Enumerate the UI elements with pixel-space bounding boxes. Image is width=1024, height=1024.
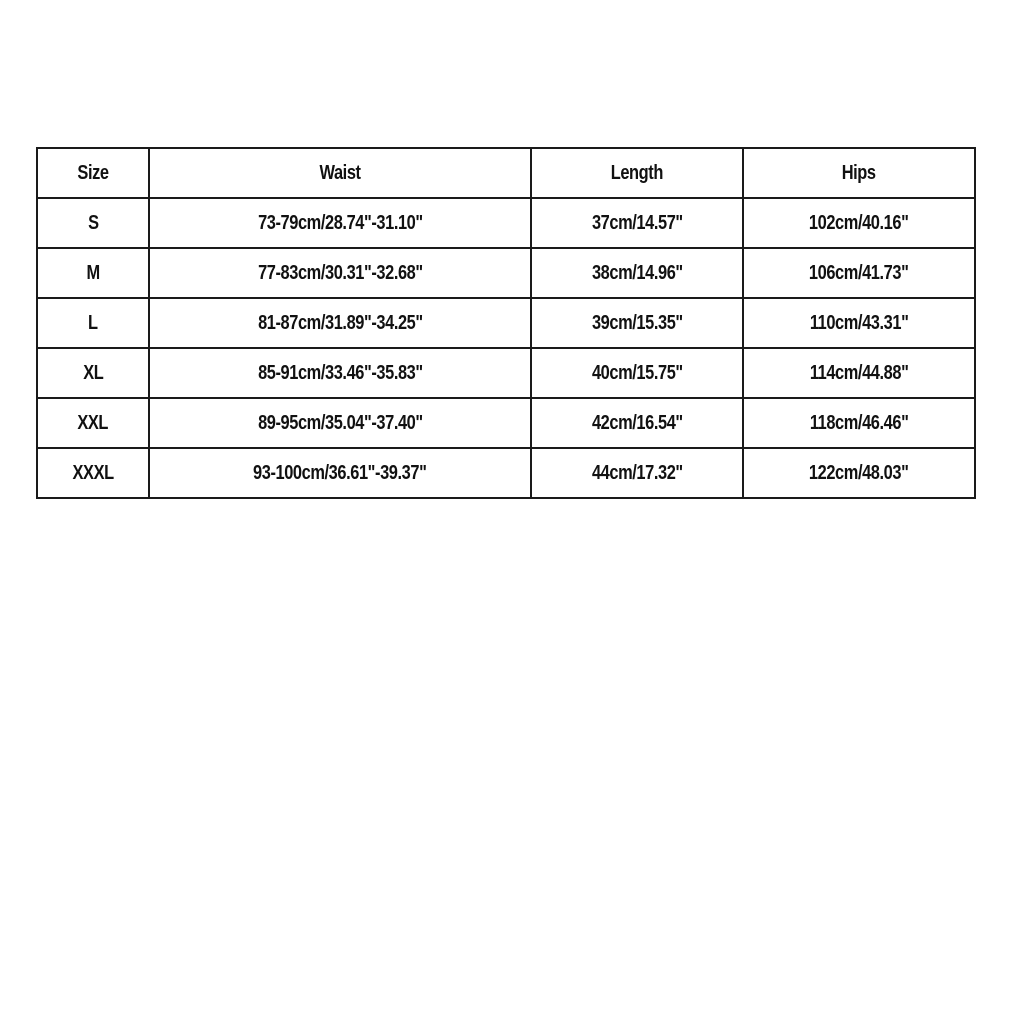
cell-waist: 93-100cm/36.61"-39.37" xyxy=(149,448,531,498)
cell-length: 39cm/15.35" xyxy=(531,298,743,348)
cell-length: 44cm/17.32" xyxy=(531,448,743,498)
table-row xyxy=(37,348,975,398)
cell-length: 38cm/14.96" xyxy=(531,248,743,298)
table-row xyxy=(37,398,975,448)
cell-waist: 81-87cm/31.89"-34.25" xyxy=(149,298,531,348)
cell-length: 37cm/14.57" xyxy=(531,198,743,248)
cell-hips: 106cm/41.73" xyxy=(743,248,975,298)
table-header-row xyxy=(37,148,975,198)
header-length: Length xyxy=(531,148,743,198)
table-row xyxy=(37,448,975,498)
size-chart-container xyxy=(36,147,974,499)
header-size: Size xyxy=(37,148,149,198)
table-row xyxy=(37,198,975,248)
table-row xyxy=(37,248,975,298)
cell-hips: 110cm/43.31" xyxy=(743,298,975,348)
cell-length: 42cm/16.54" xyxy=(531,398,743,448)
cell-waist: 89-95cm/35.04"-37.40" xyxy=(149,398,531,448)
cell-size: L xyxy=(37,298,149,348)
table-row xyxy=(37,298,975,348)
header-hips: Hips xyxy=(743,148,975,198)
cell-waist: 77-83cm/30.31"-32.68" xyxy=(149,248,531,298)
cell-hips: 114cm/44.88" xyxy=(743,348,975,398)
cell-waist: 73-79cm/28.74"-31.10" xyxy=(149,198,531,248)
cell-size: XL xyxy=(37,348,149,398)
cell-hips: 102cm/40.16" xyxy=(743,198,975,248)
size-chart-table xyxy=(36,147,976,499)
cell-size: S xyxy=(37,198,149,248)
cell-waist: 85-91cm/33.46"-35.83" xyxy=(149,348,531,398)
cell-hips: 118cm/46.46" xyxy=(743,398,975,448)
header-waist: Waist xyxy=(149,148,531,198)
cell-hips: 122cm/48.03" xyxy=(743,448,975,498)
cell-size: XXXL xyxy=(37,448,149,498)
cell-size: M xyxy=(37,248,149,298)
cell-length: 40cm/15.75" xyxy=(531,348,743,398)
cell-size: XXL xyxy=(37,398,149,448)
